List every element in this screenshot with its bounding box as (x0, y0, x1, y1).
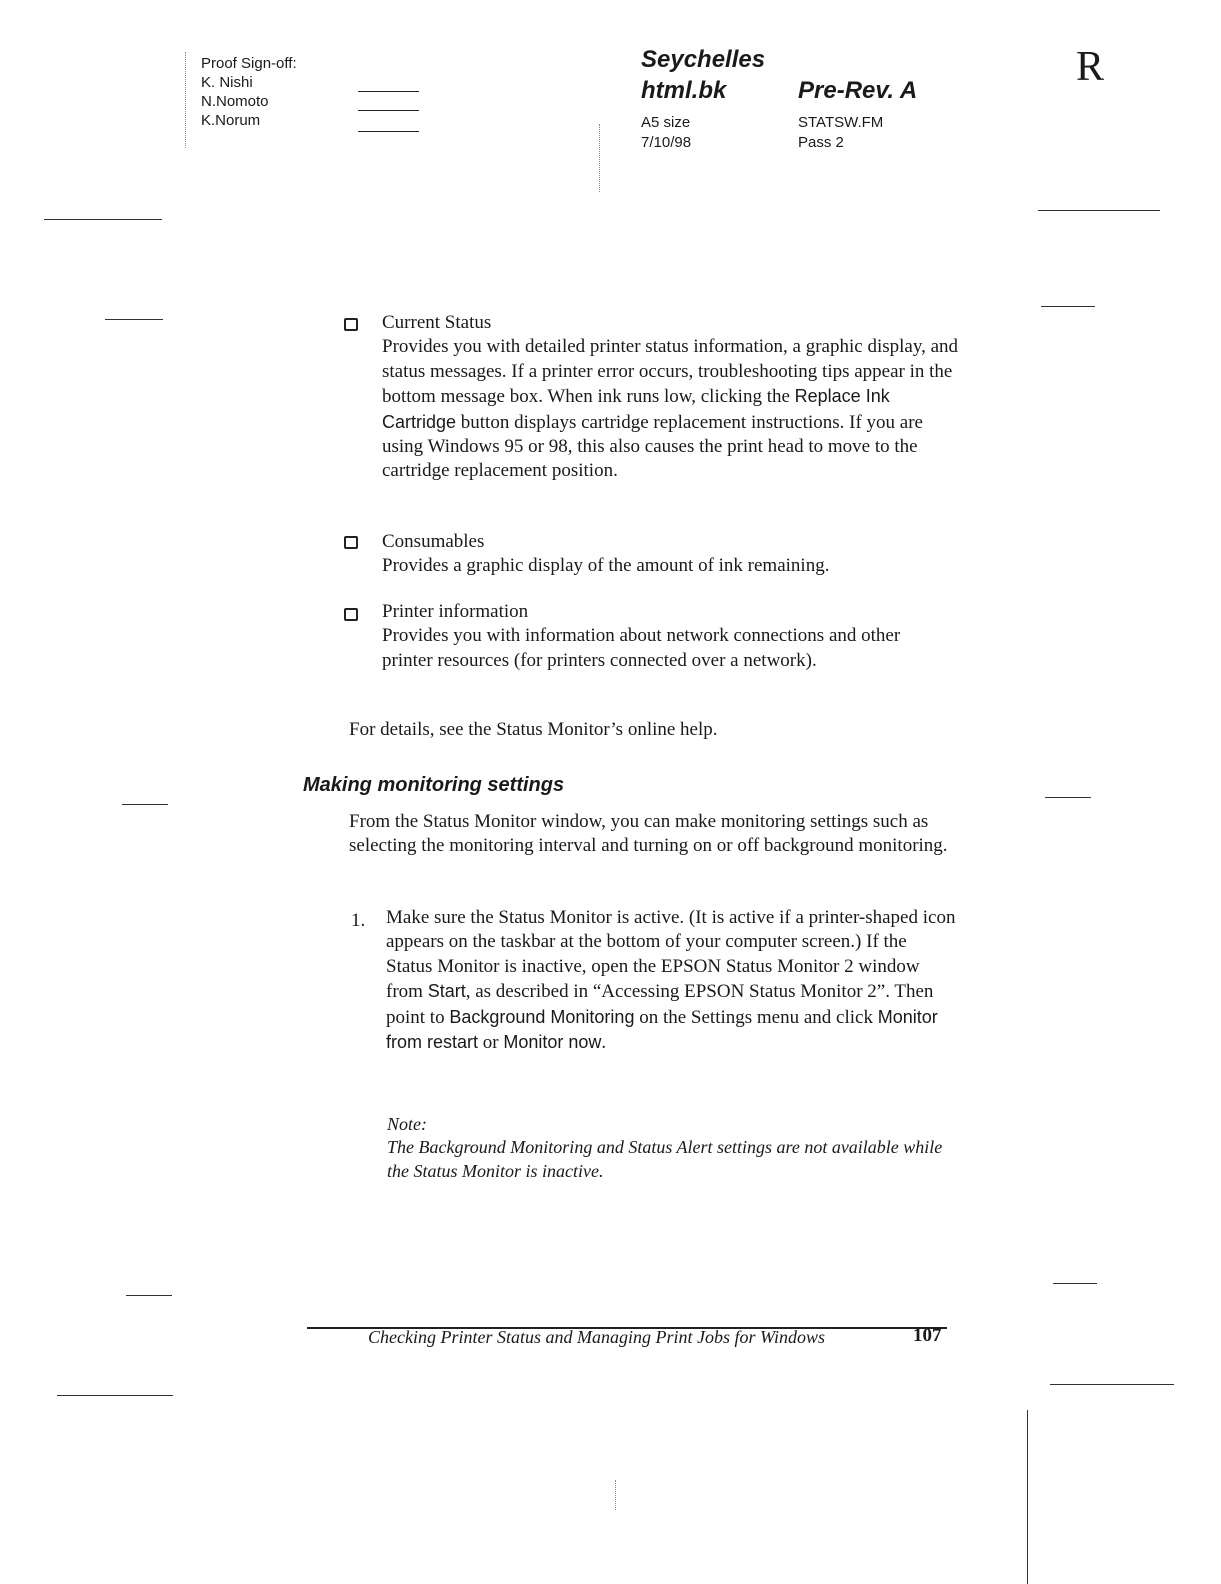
monitor-now-label: Monitor now (503, 1032, 602, 1053)
signer-name: N.Nomoto (201, 93, 269, 110)
item-text: Provides you with information about network connections and other printer resources (for printers connected over a network). (382, 625, 901, 671)
crop-mark (57, 1395, 173, 1396)
revision-label: Pre-Rev. A (798, 77, 918, 104)
note-label: Note: (387, 1114, 427, 1134)
checkbox-bullet-icon (344, 318, 358, 331)
proof-date: 7/10/98 (641, 134, 692, 151)
replace-ink-cartridge-label: Replace Ink Cartridge (382, 386, 890, 432)
section-intro: From the Status Monitor window, you can make monitoring settings such as selecting the monitoring interval and turning on or off background monitoring. (349, 811, 948, 857)
signoff-title: Proof Sign-off: (201, 55, 297, 72)
item-text: button displays cartridge replacement instructions. If you are using Windows 95 or 98, this also causes the print head to move to the cartridge replacement position. (382, 411, 923, 482)
item-title: Current Status (382, 312, 492, 333)
step-text-run: , as described in “Accessing EPSON Status Monitor 2”. Then point to (386, 981, 934, 1028)
crop-mark (1045, 797, 1091, 798)
crop-mark (1038, 210, 1160, 211)
step-text (386, 906, 956, 1055)
crop-mark (105, 319, 163, 320)
dotted-separator (185, 52, 187, 148)
section-heading: Making monitoring settings (303, 774, 565, 796)
list-item (382, 311, 962, 484)
dotted-separator (599, 124, 601, 192)
list-item (382, 600, 942, 673)
signature-line (358, 91, 419, 92)
file-name: STATSW.FM (798, 114, 884, 131)
item-title: Consumables (382, 531, 485, 552)
page-number: 107 (913, 1325, 942, 1346)
pass-label: Pass 2 (798, 134, 844, 151)
crop-mark (1050, 1384, 1174, 1385)
signature-line (358, 131, 419, 132)
background-monitoring-label: Background Monitoring (449, 1006, 635, 1027)
step-text-run: or (478, 1032, 504, 1054)
list-item (382, 530, 962, 579)
crop-mark (1041, 306, 1095, 307)
checkbox-bullet-icon (344, 608, 358, 621)
signature-line (358, 110, 419, 111)
step-text-run: . (601, 1032, 607, 1054)
item-text: Provides you with detailed printer status information, a graphic display, and status messages. If a printer error occurs, troubleshooting tips appear in the bottom message box. When ink runs low, clicking the (382, 336, 959, 408)
page-size: A5 size (641, 114, 691, 131)
monitor-from-restart-label: Monitor from restart (386, 1006, 938, 1053)
step-text-run: on the Settings menu and click (634, 1006, 878, 1028)
checkbox-bullet-icon (344, 536, 358, 549)
step-text-run: Make sure the Status Monitor is active. (It is active if a printer-shaped icon appears on the taskbar at the bottom of your computer screen.) If the Status Monitor is inactive, open the EPSON Status Monitor 2 window from (386, 907, 956, 1003)
dotted-separator (615, 1480, 617, 1510)
crop-mark (44, 219, 162, 220)
document-title: Seychelles (641, 46, 766, 73)
note-text: The Background Monitoring and Status Alert settings are not available while the Status Monitor is inactive. (387, 1137, 943, 1181)
crop-mark (1027, 1410, 1028, 1584)
start-label: Start (427, 981, 466, 1002)
proof-signoff (201, 54, 297, 130)
details-text: For details, see the Status Monitor’s online help. (349, 719, 718, 740)
crop-mark (126, 1295, 172, 1296)
item-text: Provides a graphic display of the amount of ink remaining. (382, 555, 830, 577)
footer-text: Checking Printer Status and Managing Print Jobs for Windows (368, 1327, 825, 1347)
item-title: Printer information (382, 601, 529, 622)
signer-name: K.Norum (201, 112, 261, 129)
crop-mark (122, 804, 168, 805)
signer-name: K. Nishi (201, 74, 253, 91)
crop-mark (1053, 1283, 1097, 1284)
registration-mark: R (1076, 44, 1105, 90)
book-name: html.bk (641, 77, 727, 104)
step-number: 1. (351, 910, 366, 931)
